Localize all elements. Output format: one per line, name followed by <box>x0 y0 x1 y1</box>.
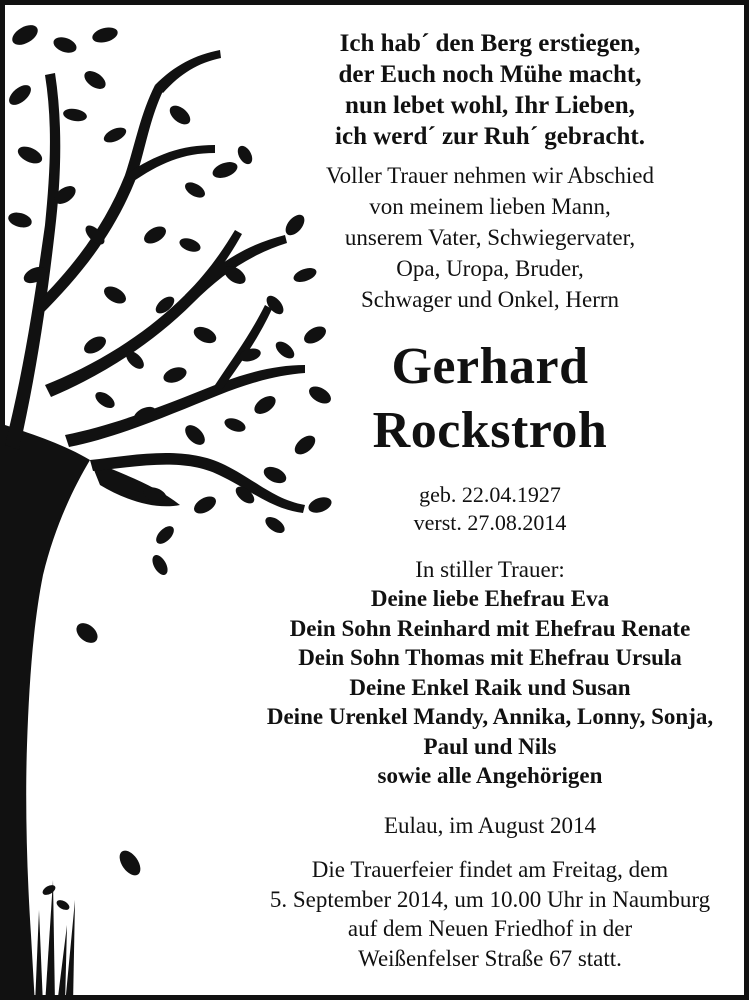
death-date: verst. 27.08.2014 <box>413 510 567 535</box>
place-and-date <box>175 811 749 841</box>
life-dates <box>175 481 749 537</box>
announcement-text <box>175 160 749 315</box>
birth-date: geb. 22.04.1927 <box>419 482 561 507</box>
funeral-line: Die Trauerfeier findet am Freitag, dem <box>311 857 669 882</box>
deceased-name <box>175 335 749 463</box>
mourner-line: Dein Sohn Reinhard mit Ehefrau Renate <box>289 615 691 641</box>
mourner-line: sowie alle Angehörigen <box>377 763 603 788</box>
funeral-line: Weißenfelser Straße 67 statt. <box>358 945 622 971</box>
poem-line: Ich hab´ den Berg erstiegen, <box>339 30 641 57</box>
funeral-line: auf dem Neuen Friedhof in der <box>347 916 633 941</box>
mourner-line: Deine Urenkel Mandy, Annika, Lonny, Sonja, <box>266 704 714 729</box>
poem-line: nun lebet wohl, Ihr Lieben, <box>345 92 635 119</box>
first-name: Gerhard <box>391 338 589 395</box>
mourners-section <box>175 555 749 791</box>
announcement-line: Voller Trauer nehmen wir Abschied <box>326 163 654 188</box>
poem-line: ich werd´ zur Ruh´ gebracht. <box>335 123 645 150</box>
mourner-line: Paul und Nils <box>423 733 557 759</box>
mourner-line: Dein Sohn Thomas mit Ehefrau Ursula <box>298 645 682 670</box>
mourner-line: Deine liebe Ehefrau Eva <box>370 586 610 611</box>
announcement-line: Opa, Uropa, Bruder, <box>396 256 584 281</box>
announcement-line: unserem Vater, Schwiegervater, <box>344 225 636 250</box>
funeral-details <box>175 855 749 973</box>
place-date-line: Eulau, im August 2014 <box>383 813 597 838</box>
poem-line: der Euch noch Mühe macht, <box>338 61 642 88</box>
announcement-line: von meinem lieben Mann, <box>369 194 611 219</box>
farewell-poem <box>175 28 749 152</box>
last-name: Rockstroh <box>372 402 608 459</box>
funeral-line: 5. September 2014, um 10.00 Uhr in Naumburg <box>269 886 711 912</box>
mourner-line: Deine Enkel Raik und Susan <box>349 674 631 700</box>
announcement-line: Schwager und Onkel, Herrn <box>360 287 620 312</box>
mourners-heading: In stiller Trauer: <box>415 557 565 582</box>
